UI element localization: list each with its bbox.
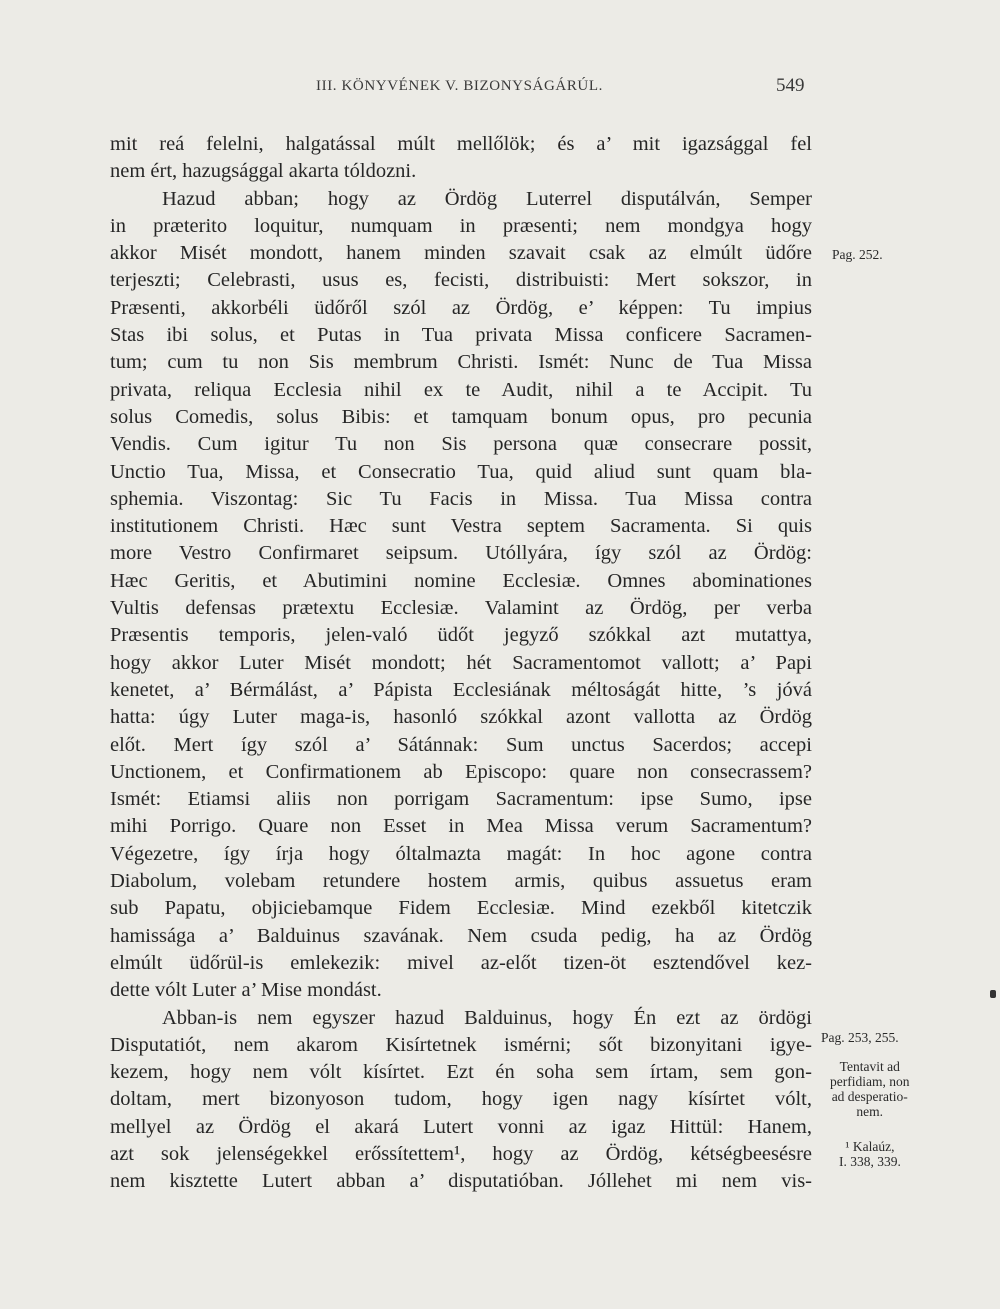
- text-line: tum; cum tu non Sis membrum Christi. Ismét: Nunc de Tua Missa: [110, 351, 812, 374]
- text-line: Unctio Tua, Missa, et Consecratio Tua, quid aliud sunt quam bla-: [110, 460, 812, 483]
- text-line: Stas ibi solus, et Putas in Tua privata Missa conficere Sacramen-: [110, 324, 812, 347]
- text-line: kenetet, a’ Bérmálást, a’ Pápista Ecclesiának méltoságát hitte, ’s jóvá: [110, 678, 812, 701]
- page-edge-mark: [990, 990, 996, 998]
- text-line: sub Papatu, objiciebamque Fidem Ecclesiæ. Mind ezekből kitetczik: [110, 897, 812, 920]
- text-line: azt sok jelenségekkel erőssítettem¹, hogy az Ördög, kétségbeesésre: [110, 1142, 812, 1165]
- text-line: kezem, hogy nem vólt kísírtet. Ezt én soha sem írtam, sem gon-: [110, 1061, 812, 1084]
- text-line: Hazud abban; hogy az Ördög Luterrel disputálván, Semper: [162, 187, 812, 210]
- text-line: hogy akkor Luter Misét mondott; hét Sacramentomot vallott; a’ Papi: [110, 651, 812, 674]
- text-line: mit reá felelni, halgatással múlt mellőlök; és a’ mit igazsággal fel: [110, 133, 812, 155]
- margin-note-line: ¹ Kalaúz,: [845, 1139, 895, 1154]
- text-line: nem kisztette Lutert abban a’ disputatióban. Jóllehet mi nem vis-: [110, 1170, 812, 1193]
- text-line: dette vólt Luter a’ Mise mondást.: [110, 979, 382, 1002]
- text-line: mihi Porrigo. Quare non Esset in Mea Missa verum Sacramentum?: [110, 815, 812, 838]
- text-line: more Vestro Confirmaret seipsum. Utóllyára, így szól az Ördög:: [110, 542, 812, 565]
- text-line: privata, reliqua Ecclesia nihil ex te Audit, nihil a te Accipit. Tu: [110, 378, 812, 401]
- margin-note-tentavit: [830, 1059, 909, 1119]
- text-line: in præterito loquitur, numquam in præsenti; nem mondgya hogy: [110, 214, 812, 237]
- text-line: elmúlt üdőrül-is emlekezik: mivel az-előt tizen-öt esztendővel kez-: [110, 951, 812, 974]
- margin-note-pag-253-255: Pag. 253, 255.: [821, 1030, 899, 1045]
- text-line: institutionem Christi. Hæc sunt Vestra septem Sacramenta. Si quis: [110, 515, 812, 538]
- text-line: hamissága a’ Balduinus szavának. Nem csuda pedig, ha az Ördög: [110, 924, 812, 947]
- margin-note-line: perfidiam, non: [830, 1074, 910, 1089]
- body-text: [110, 131, 812, 1196]
- text-line: Disputatiót, nem akarom Kisírtetnek ismérni; sőt bizonyitani igye-: [110, 1033, 812, 1056]
- margin-note-pag-252: Pag. 252.: [832, 247, 883, 262]
- text-line: sphemia. Viszontag: Sic Tu Facis in Missa. Tua Missa contra: [110, 487, 812, 510]
- text-line: Ismét: Etiamsi aliis non porrigam Sacramentum: ipse Sumo, ipse: [110, 788, 812, 811]
- text-line: Diabolum, volebam retundere hostem armis, quibus assuetus eram: [110, 870, 812, 893]
- text-line: Vendis. Cum igitur Tu non Sis persona quæ consecrare possit,: [110, 433, 812, 456]
- margin-note-line: Tentavit ad: [839, 1059, 900, 1074]
- page-number: 549: [776, 75, 805, 96]
- text-line: solus Comedis, solus Bibis: et tamquam bonum opus, pro pecunia: [110, 405, 812, 428]
- margin-note-line: nem.: [856, 1104, 884, 1119]
- margin-note-line: ad desperatio-: [831, 1089, 908, 1104]
- margin-note-kalauz: [839, 1139, 901, 1169]
- text-line: terjeszti; Celebrasti, usus es, fecisti, distribuisti: Mert sokszor, in: [110, 269, 812, 292]
- text-line: nem ért, hazugsággal akarta tóldozni.: [110, 160, 417, 183]
- text-line: Unctionem, et Confirmationem ab Episcopo: quare non consecrassem?: [110, 760, 812, 783]
- text-line: hatta: úgy Luter maga-is, hasonló szókkal azont vallotta az Ördög: [110, 706, 812, 729]
- text-line: Vultis defensas prætextu Ecclesiæ. Valamint az Ördög, per verba: [110, 597, 812, 620]
- text-line: mellyel az Ördög el akará Lutert vonni az igaz Hittül: Hanem,: [110, 1115, 812, 1138]
- text-line: Abban-is nem egyszer hazud Balduinus, hogy Én ezt az ördögi: [162, 1006, 812, 1029]
- text-line: Hæc Geritis, et Abutimini nomine Ecclesiæ. Omnes abominationes: [110, 569, 812, 592]
- margin-note-line: I. 338, 339.: [839, 1154, 901, 1169]
- text-line: Végezetre, így írja hogy óltalmazta magát: In hoc agone contra: [110, 842, 812, 865]
- text-line: előt. Mert így szól a’ Sátánnak: Sum unctus Sacerdos; accepi: [110, 733, 812, 756]
- text-line: akkor Misét mondott, hanem minden szavait csak az elmúlt üdőre: [110, 242, 812, 265]
- text-line: Præsenti, akkorbéli üdőről szól az Ördög, e’ képpen: Tu impius: [110, 296, 812, 319]
- running-head: III. KÖNYVÉNEK V. BIZONYSÁGÁRÚL.: [316, 78, 603, 94]
- text-line: Præsentis temporis, jelen-való üdőt jegyző szókkal azt mutattya,: [110, 624, 812, 647]
- text-line: doltam, mert bizonyoson tudom, hogy igen nagy kísírtet vólt,: [110, 1088, 812, 1111]
